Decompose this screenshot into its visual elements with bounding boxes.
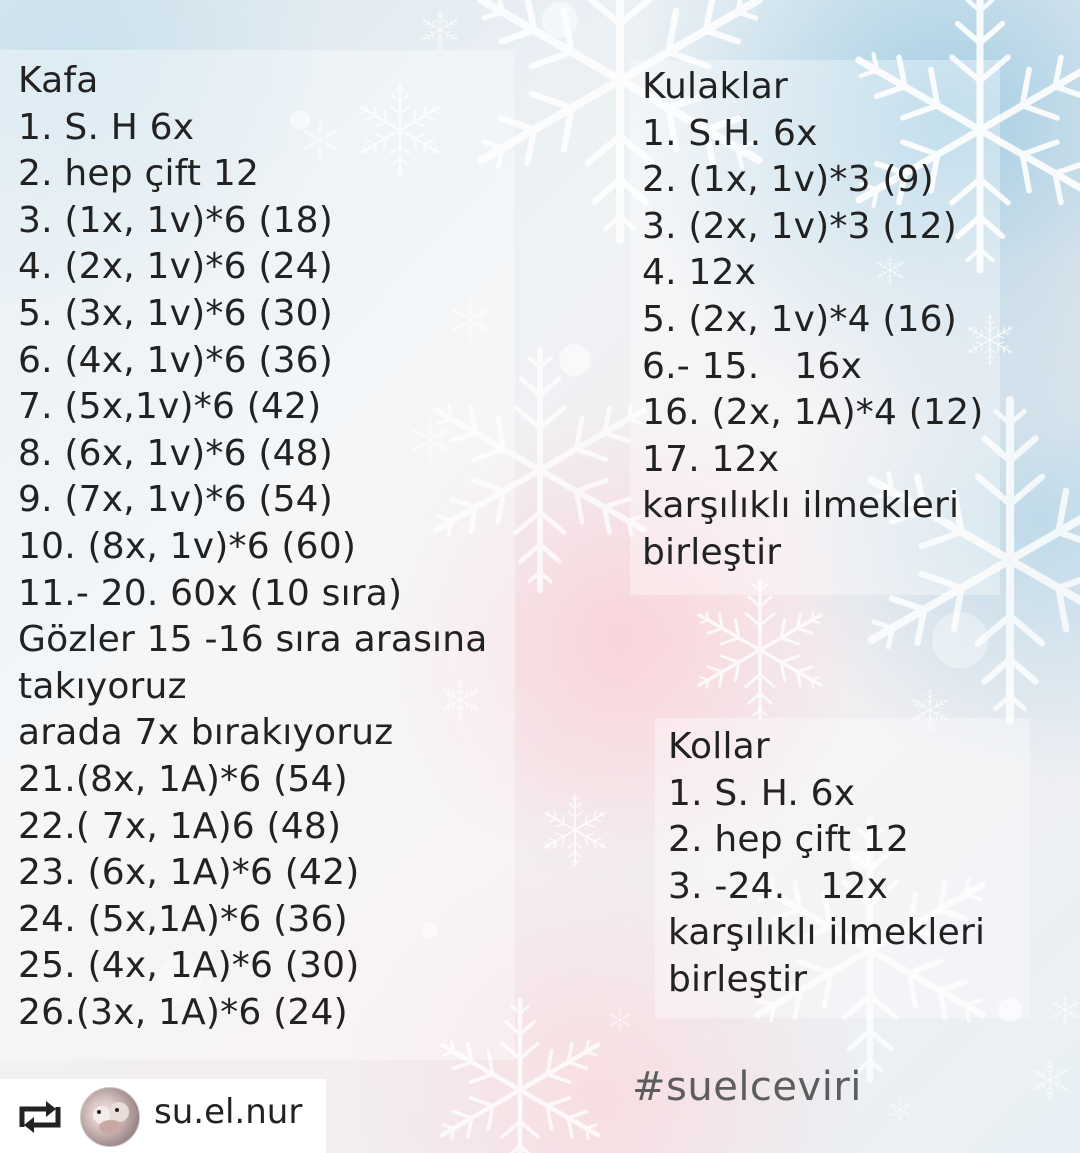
kafa-row: 3. (1x, 1v)*6 (18) xyxy=(18,199,334,241)
kulaklar-row: 5. (2x, 1v)*4 (16) xyxy=(642,298,958,340)
hashtag-text: #suelceviri xyxy=(632,1064,862,1110)
kafa-row: 25. (4x, 1A)*6 (30) xyxy=(18,945,360,987)
kulaklar-row: 16. (2x, 1A)*4 (12) xyxy=(642,392,984,434)
repost-icon[interactable] xyxy=(16,1097,64,1137)
kollar-row: birleştir xyxy=(668,958,808,1000)
kollar-pattern xyxy=(668,724,985,1004)
kafa-title: Kafa xyxy=(18,60,99,101)
kulaklar-row: 4. 12x xyxy=(642,252,757,294)
username-link[interactable]: su.el.nur xyxy=(154,1092,303,1132)
kollar-row: 3. -24. 12x xyxy=(668,865,889,907)
kafa-row: 10. (8x, 1v)*6 (60) xyxy=(18,525,357,567)
kafa-row: arada 7x bırakıyoruz xyxy=(18,712,394,754)
kulaklar-row: karşılıklı ilmekleri xyxy=(642,485,960,527)
kafa-row: 23. (6x, 1A)*6 (42) xyxy=(18,852,360,894)
kafa-row: 9. (7x, 1v)*6 (54) xyxy=(18,479,334,521)
repost-footer xyxy=(0,1079,326,1153)
kollar-title: Kollar xyxy=(668,726,770,767)
kulaklar-row: 1. S.H. 6x xyxy=(642,112,818,154)
kollar-row: 1. S. H. 6x xyxy=(668,772,856,814)
kafa-row: 8. (6x, 1v)*6 (48) xyxy=(18,432,334,474)
kollar-row: karşılıklı ilmekleri xyxy=(668,912,986,954)
kafa-row: 21.(8x, 1A)*6 (54) xyxy=(18,758,348,800)
kafa-row: 6. (4x, 1v)*6 (36) xyxy=(18,339,334,381)
kulaklar-row: 2. (1x, 1v)*3 (9) xyxy=(642,159,934,201)
kafa-row: 4. (2x, 1v)*6 (24) xyxy=(18,246,334,288)
kulaklar-title: Kulaklar xyxy=(642,66,789,107)
kafa-pattern xyxy=(18,58,488,1036)
kollar-row: 2. hep çift 12 xyxy=(668,819,910,861)
kafa-row: 7. (5x,1v)*6 (42) xyxy=(18,386,322,428)
kafa-row: 22.( 7x, 1A)6 (48) xyxy=(18,805,342,847)
kafa-row: 26.(3x, 1A)*6 (24) xyxy=(18,991,348,1033)
kafa-row: takıyoruz xyxy=(18,665,187,707)
kafa-row: Gözler 15 -16 sıra arasına xyxy=(18,619,488,661)
kafa-row: 11.- 20. 60x (10 sıra) xyxy=(18,572,403,614)
kafa-row: 2. hep çift 12 xyxy=(18,153,260,195)
kafa-row: 1. S. H 6x xyxy=(18,106,195,148)
kulaklar-row: 6.- 15. 16x xyxy=(642,345,863,387)
avatar[interactable] xyxy=(80,1087,140,1147)
kulaklar-row: birleştir xyxy=(642,531,782,573)
kulaklar-pattern xyxy=(642,64,983,577)
kafa-row: 24. (5x,1A)*6 (36) xyxy=(18,898,348,940)
kulaklar-row: 3. (2x, 1v)*3 (12) xyxy=(642,205,958,247)
kafa-row: 5. (3x, 1v)*6 (30) xyxy=(18,292,334,334)
kulaklar-row: 17. 12x xyxy=(642,438,780,480)
